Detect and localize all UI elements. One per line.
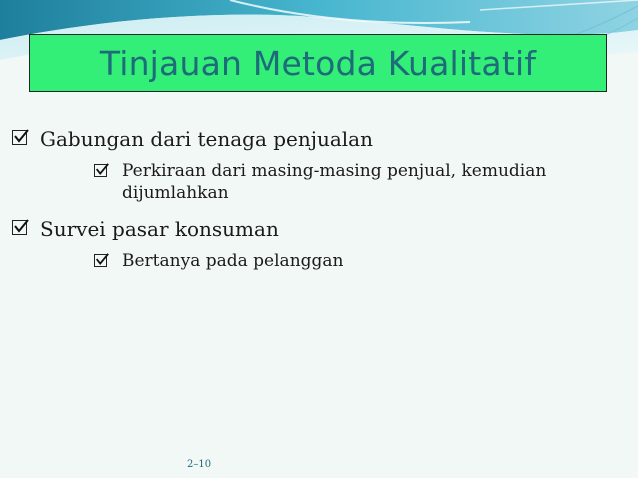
checkbox-checked-icon (12, 220, 27, 235)
bullet-text: Perkiraan dari masing-masing penjual, kemudian dijumlahkan (122, 161, 547, 204)
bullet-item-1 (12, 126, 373, 152)
bullet-text: Gabungan dari tenaga penjualan (40, 127, 373, 151)
bullet-text: Survei pasar konsuman (40, 217, 279, 241)
checkbox-checked-icon (94, 164, 107, 177)
checkbox-checked-icon (94, 254, 107, 267)
bullet-item-3 (12, 216, 279, 242)
bullet-item-2 (94, 160, 592, 204)
bullet-text: Bertanya pada pelanggan (122, 251, 344, 271)
checkbox-checked-icon (12, 130, 27, 145)
bullet-item-4 (94, 250, 592, 272)
title-box (29, 34, 607, 92)
page-number: 2–10 (187, 459, 212, 470)
slide-title: Tinjauan Metoda Kualitatif (99, 43, 537, 83)
